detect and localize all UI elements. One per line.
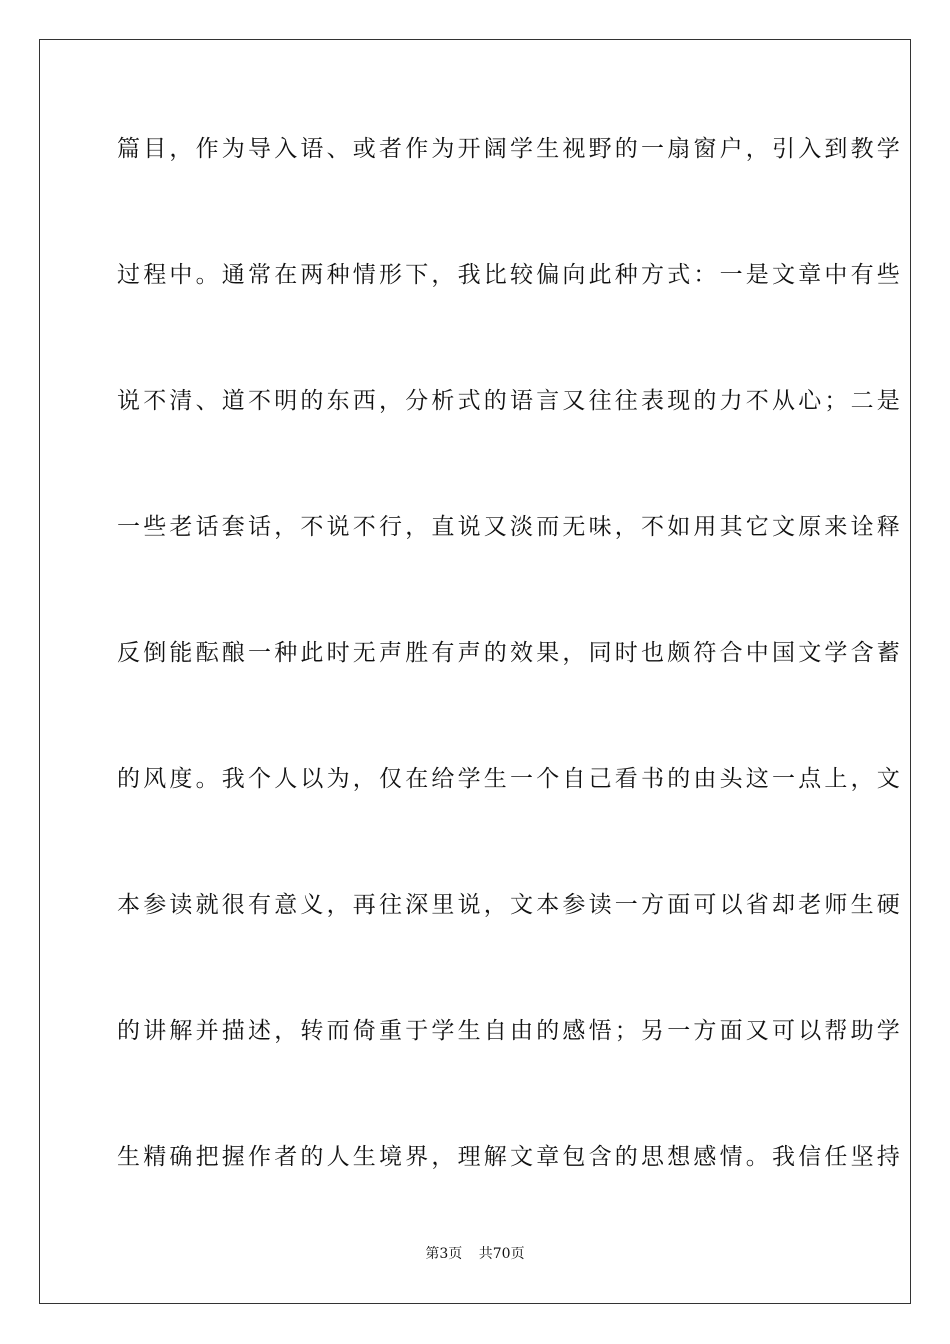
- text-line: 的讲解并描述，转而倚重于学生自由的感悟；另一方面又可以帮助学: [117, 1018, 903, 1044]
- text-line: 一些老话套话，不说不行，直说又淡而无味，不如用其它文原来诠释: [117, 514, 903, 540]
- text-line: 篇目，作为导入语、或者作为开阔学生视野的一扇窗户，引入到教学: [117, 136, 903, 162]
- text-line: 的风度。我个人以为，仅在给学生一个自己看书的由头这一点上，文: [117, 766, 903, 792]
- page-footer: [0, 1243, 950, 1263]
- page-number: 第3页: [425, 1246, 463, 1262]
- text-line: 过程中。通常在两种情形下，我比较偏向此种方式：一是文章中有些: [117, 262, 903, 288]
- page-border: [39, 39, 911, 1304]
- page-total: 共70页: [478, 1246, 525, 1262]
- text-line: 生精确把握作者的人生境界，理解文章包含的思想感情。我信任坚持: [117, 1144, 903, 1170]
- text-line: 反倒能酝酿一种此时无声胜有声的效果，同时也颇符合中国文学含蓄: [117, 640, 903, 666]
- text-line: 本参读就很有意义，再往深里说，文本参读一方面可以省却老师生硬: [117, 892, 903, 918]
- text-line: 说不清、道不明的东西，分析式的语言又往往表现的力不从心；二是: [117, 388, 903, 414]
